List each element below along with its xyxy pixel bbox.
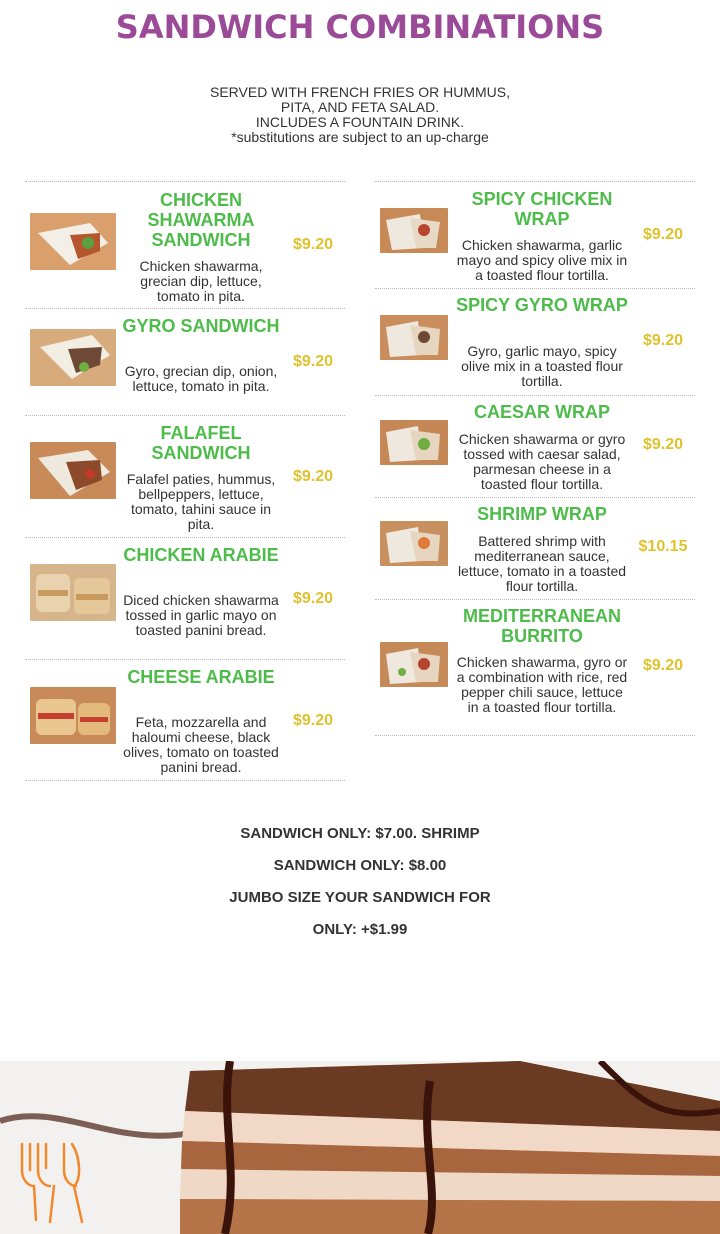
item-description: Gyro, garlic mayo, spicy olive mix in a toasted flour tortilla. — [461, 343, 623, 389]
item-description: Gyro, grecian dip, onion, lettuce, tomato in pita. — [124, 363, 278, 394]
shrimp-wrap-photo — [380, 521, 448, 566]
item-price: $9.20 — [642, 226, 684, 243]
menu-item[interactable] — [375, 181, 695, 288]
item-price: $9.20 — [292, 590, 334, 607]
pricing-note-line: SANDWICH ONLY: $7.00. SHRIMP — [240, 825, 480, 842]
item-name: SPICY CHICKEN WRAP — [471, 189, 613, 229]
menu-item[interactable] — [25, 659, 345, 781]
menu-item[interactable] — [25, 537, 345, 659]
spicy-gyro-wrap-photo — [380, 315, 448, 360]
item-price: $9.20 — [642, 436, 684, 453]
menu-item[interactable] — [375, 497, 695, 599]
dessert-photo — [0, 1061, 720, 1234]
intro-line: *substitutions are subject to an up-charge — [231, 129, 489, 145]
menu-column-right — [375, 181, 695, 736]
fork-knife-icon — [16, 1140, 88, 1224]
caesar-wrap-photo — [380, 420, 448, 465]
item-price: $9.20 — [292, 353, 334, 370]
item-price: $10.15 — [638, 538, 688, 555]
menu-item[interactable] — [375, 599, 695, 736]
menu-item[interactable] — [25, 181, 345, 308]
burrito-photo — [380, 642, 448, 687]
shawarma-sandwich-photo — [30, 213, 116, 270]
item-description: Chicken shawarma, gyro or a combination with rice, red pepper chili sauce, lettuce in a toasted flour tortilla. — [456, 654, 628, 715]
item-price: $9.20 — [292, 236, 334, 253]
item-description: Diced chicken shawarma tossed in garlic mayo on toasted panini bread. — [123, 592, 279, 638]
item-description: Battered shrimp with mediterranean sauce, lettuce, tomato in a toasted flour tortilla. — [457, 533, 627, 594]
item-price: $9.20 — [642, 657, 684, 674]
menu-item[interactable] — [25, 415, 345, 537]
intro-line: PITA, AND FETA SALAD. — [280, 99, 440, 115]
spicy-chicken-wrap-photo — [380, 208, 448, 253]
menu-item[interactable] — [25, 308, 345, 415]
falafel-sandwich-photo — [30, 442, 116, 499]
item-name: SPICY GYRO WRAP — [456, 295, 628, 315]
pricing-note — [0, 818, 720, 946]
item-name: SHRIMP WRAP — [477, 504, 607, 524]
pricing-note-line: JUMBO SIZE YOUR SANDWICH FOR — [229, 889, 491, 906]
item-name: CHICKEN SHAWARMA SANDWICH — [147, 190, 255, 250]
intro-line: INCLUDES A FOUNTAIN DRINK. — [255, 114, 465, 130]
intro-text — [0, 85, 720, 145]
item-description: Chicken shawarma, grecian dip, lettuce, tomato in pita. — [139, 258, 263, 304]
item-description: Chicken shawarma or gyro tossed with caesar salad, parmesan cheese in a toasted flour tortilla. — [458, 431, 626, 492]
pricing-note-line: ONLY: +$1.99 — [312, 921, 408, 938]
item-price: $9.20 — [292, 468, 334, 485]
item-name: CAESAR WRAP — [473, 402, 610, 422]
menu-column-left — [25, 181, 345, 781]
item-price: $9.20 — [642, 332, 684, 349]
intro-line: SERVED WITH FRENCH FRIES OR HUMMUS, — [210, 84, 510, 100]
item-price: $9.20 — [292, 712, 334, 729]
item-description: Chicken shawarma, garlic mayo and spicy olive mix in a toasted flour tortilla. — [456, 237, 628, 283]
gyro-sandwich-photo — [30, 329, 116, 386]
item-description: Feta, mozzarella and haloumi cheese, black olives, tomato on toasted panini bread. — [123, 714, 279, 775]
menu-item[interactable] — [375, 288, 695, 395]
item-name: CHICKEN ARABIE — [123, 545, 279, 565]
item-name: MEDITERRANEAN BURRITO — [462, 606, 621, 646]
page-title: SANDWICH COMBINATIONS — [115, 8, 605, 46]
item-name: FALAFEL SANDWICH — [151, 423, 251, 463]
item-name: CHEESE ARABIE — [127, 667, 275, 687]
cheese-arabie-photo — [30, 687, 116, 744]
item-name: GYRO SANDWICH — [122, 316, 280, 336]
chicken-arabie-photo — [30, 564, 116, 621]
item-description: Falafel paties, hummus, bellpeppers, lettuce, tomato, tahini sauce in pita. — [126, 471, 276, 532]
pricing-note-line: SANDWICH ONLY: $8.00 — [273, 857, 447, 874]
menu-item[interactable] — [375, 395, 695, 497]
